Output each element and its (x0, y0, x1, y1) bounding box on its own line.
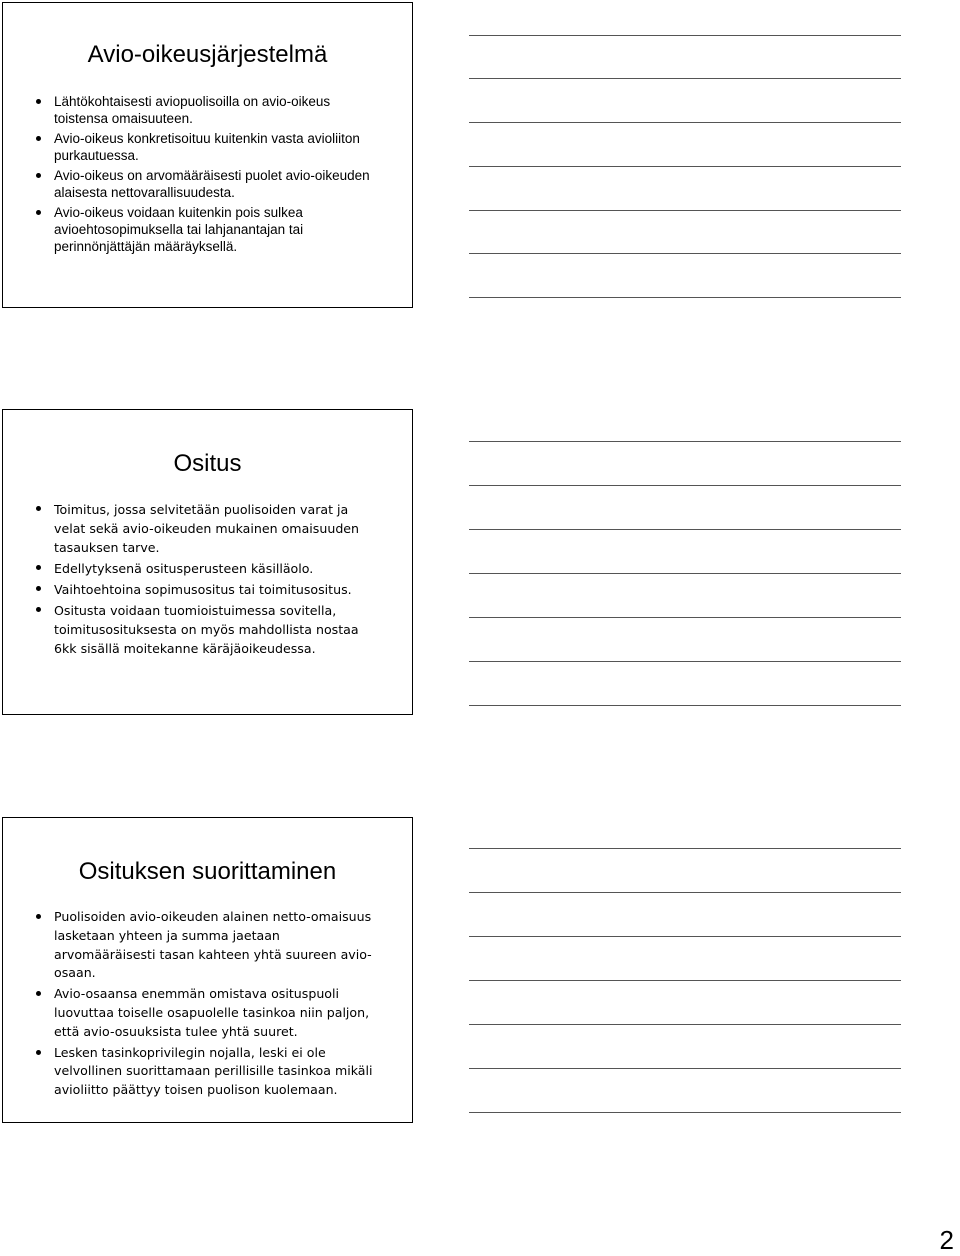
bullet-text: Vaihtoehtoina sopimusositus tai toimitusositus. (54, 582, 352, 597)
bullet-item (3, 204, 412, 255)
bullet-item (3, 1044, 412, 1100)
note-line (469, 297, 901, 298)
note-line (469, 892, 901, 893)
slide-title: Avio-oikeusjärjestelmä (87, 41, 328, 68)
bullet-text: Puolisoiden avio-oikeuden alainen netto-omaisuus lasketaan yhteen ja summa jaetaan arvomääräisesti tasan kahteen yhtä suureen avio-osaan. (54, 909, 372, 981)
bullet-icon (36, 607, 41, 612)
note-line (469, 1068, 901, 1069)
bullet-item (3, 500, 412, 557)
bullet-text: Lesken tasinkoprivilegin nojalla, leski ei ole velvollinen suorittamaan perillisille tasinkoa mikäli avioliitto päättyy toisen puolison kuolemaan. (54, 1044, 373, 1098)
bullet-item (3, 908, 412, 983)
bullet-list (3, 500, 412, 660)
slide-ositus (2, 409, 413, 715)
note-line (469, 1024, 901, 1025)
bullet-item (3, 167, 412, 201)
note-line (469, 617, 901, 618)
bullet-icon (36, 173, 41, 178)
bullet-icon (36, 991, 41, 996)
bullet-icon (36, 565, 41, 570)
bullet-text: Ositusta voidaan tuomioistuimessa sovitella, toimitusosituksesta on myös mahdollista nostaa 6kk sisällä moitekanne käräjäoikeudessa. (54, 603, 359, 656)
bullet-item (3, 580, 412, 599)
bullet-icon (36, 1050, 41, 1055)
bullet-list (3, 908, 412, 1102)
page-number: 2 (939, 1225, 954, 1255)
note-line (469, 122, 901, 123)
note-line (469, 705, 901, 706)
note-line (469, 485, 901, 486)
bullet-text: Avio-oikeus voidaan kuitenkin pois sulkea avioehtosopimuksella tai lahjanantajan tai perinnönjättäjän määräyksellä. (54, 205, 304, 254)
bullet-item (3, 93, 412, 127)
slide-title: Osituksen suorittaminen (78, 858, 337, 885)
bullet-list (3, 93, 412, 258)
note-line (469, 980, 901, 981)
bullet-text: Edellytyksenä ositusperusteen käsilläolo. (54, 561, 314, 576)
note-line (469, 166, 901, 167)
bullet-icon (36, 210, 41, 215)
note-line (469, 253, 901, 254)
bullet-text: Lähtökohtaisesti aviopuolisoilla on avio-oikeus toistensa omaisuuteen. (54, 94, 331, 126)
bullet-item (3, 601, 412, 658)
bullet-icon (36, 506, 41, 511)
slide-title: Ositus (173, 450, 242, 477)
bullet-icon (36, 914, 41, 919)
bullet-text: Avio-osaansa enemmän omistava osituspuoli luovuttaa toiselle osapuolelle tasinkoa niin paljon, että avio-osuuksista tulee yhtä suuret. (54, 986, 370, 1039)
note-line (469, 848, 901, 849)
bullet-item (3, 559, 412, 578)
slide-avio-oikeusjarjestelma (2, 2, 413, 308)
bullet-icon (36, 136, 41, 141)
note-line (469, 35, 901, 36)
note-line (469, 78, 901, 79)
bullet-text: Avio-oikeus on arvomääräisesti puolet avio-oikeuden alaisesta nettovarallisuudesta. (54, 168, 370, 200)
bullet-text: Toimitus, jossa selvitetään puolisoiden varat ja velat sekä avio-oikeuden mukainen omaisuuden tasauksen tarve. (54, 502, 360, 555)
note-line (469, 529, 901, 530)
note-line (469, 936, 901, 937)
note-line (469, 573, 901, 574)
slide-osituksen-suorittaminen (2, 817, 413, 1123)
bullet-text: Avio-oikeus konkretisoituu kuitenkin vasta avioliiton purkautuessa. (54, 131, 360, 163)
bullet-item (3, 985, 412, 1041)
note-line (469, 1112, 901, 1113)
bullet-icon (36, 586, 41, 591)
note-line (469, 441, 901, 442)
bullet-item (3, 130, 412, 164)
bullet-icon (36, 99, 41, 104)
note-line (469, 661, 901, 662)
note-line (469, 210, 901, 211)
